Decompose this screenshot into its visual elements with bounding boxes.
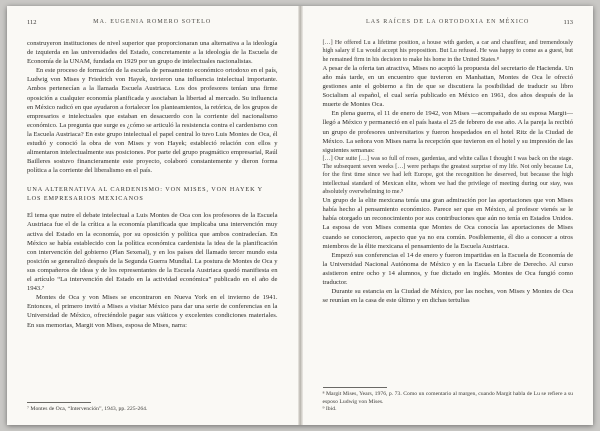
paragraph: A pesar de la oferta tan atractiva, Mises no aceptó la propuesta del secretario de Hacienda. Un año más tarde, en un encuentro que tuvieron en Manhattan, Montes de Oca le ofreció gestiones ante el gobierno a fin de que se discutiera la posibilidad de traducir su libro Socialism al español, el cual sería publicado en México en 1961, dos años después de la muerte de Montes Oca. <box>322 64 573 109</box>
footnote-rule <box>27 402 91 403</box>
page-right <box>303 6 594 425</box>
section-heading: UNA ALTERNATIVA AL CARDENISMO: VON MISES, VON HAYEK Y LOS EMPRESARIOS MEXICANOS <box>27 186 263 203</box>
footnote: ⁷ Montes de Oca, “Intervención”, 1943, pp. 225-264. <box>27 406 148 413</box>
paragraph: Empezó sus conferencias el 14 de enero y fueron impartidas en la Escuela de Economía de la Universidad Nacional Autónoma de México y en la Escuela Libre de Derecho. Al curso asistieron entre ocho y 14 alumnos, y fue dictado en inglés. Montes de Oca fungió como traductor. <box>322 251 573 287</box>
page-left <box>7 6 298 425</box>
footnotes-right <box>323 381 574 414</box>
block-quote: […] Our suite […] was so full of roses, gardenias, and white callas I thought I was back on the stage. The subsequent seven weeks […] were perhaps the greatest surprise of my life. Not only because Lu, for the first time since we had left Europe, got the recognition he deserved, but because the high intellectual standard of Mexican elite, whom we had the privilege of meeting during our stay, was absolutely overwhelming to me.⁹ <box>322 155 573 195</box>
page-number-right: 113 <box>563 19 573 26</box>
running-head-left <box>27 19 278 28</box>
footnote: ⁸ Margit Mises, Years, 1976, p. 73. Como un comentario al margen, cuando Margit habla de Lu se refiere a su esposo Ludwig von Mises. <box>322 390 573 405</box>
page-number-left: 112 <box>27 19 37 26</box>
footnote-rule <box>323 387 387 388</box>
paragraph: El tema que nutre el debate intelectual a Luis Montes de Oca con los profesores de la Escuela Austriaca fue el de la crítica a la economía planificada que implicaba una intervención muy activa del Estado en la economía, por su oposición y política que ambos contradecían. En México se había establecido con la política económica cardenista la idea de la planificación con intervención del gobierno (Plan Sexenal), y en los países del llamado tercer mundo esta posición se generalizó después de la Segunda Guerra Mundial. La postura de Montes de Oca y sus compañeros de ideas y de los representantes de la Escuela Austriaca quedó manifiesta en el artículo “La intervención del Estado en la actividad económica” publicado en el año de 1943.⁷ <box>27 212 278 293</box>
running-head-right <box>323 19 574 28</box>
page-body-left <box>27 39 278 330</box>
paragraph: En plena guerra, el 11 de enero de 1942, von Mises —acompañado de su esposa Margit— llegó a México y permaneció en el país hasta el 25 de febrero de ese año. A la pareja la recibió un grupo de profesores universitarios y fueron hospedados en el hotel Ritz de la Ciudad de México. La señora von Mises narra la recepción que tuvieron en el hotel y su impresión de las siguientes semanas: <box>322 110 573 154</box>
footnotes-left <box>27 396 278 414</box>
paragraph: En este proceso de formación de la escuela de pensamiento económico ortodoxo en el país, Ludwig von Mises y Friedrich von Hayek, tuvieron una influencia intelectual importante. Ambos pertenecían a la llamada Escuela Austriaca. Los dos profesores tenían una firme oposición a cualquier economía planificada y asociaban la libertad al mercado. Su influencia en México radicó en que ayudaron a fortalecer los planteamientos, la retórica, de los grupos de empresarios e intelectuales que estaban en desacuerdo con la corriente del nacionalismo económico. La pregunta que surge es ¿cómo se articuló la resistencia contra el cardenismo con la Escuela Austriaca? En este grupo intelectual el papel central lo tuvo Luis Montes de Oca, él estudió y conoció la obra de von Mises y von Hayek; estableció relación con ellos y alimentaron intelectualmente sus posiciones. Por parte del grupo pragmático empresarial, Raúl Bailleres sostuvo financieramente este proyecto, colaboró constantemente y dieron forma política a la corriente del liberalismo en el país. <box>27 67 278 175</box>
footnote: ⁹ Ibid. <box>322 406 337 413</box>
book-spread <box>7 6 593 425</box>
paragraph: Durante su estancia en la Ciudad de México, por las noches, von Mises y Montes de Oca se reunían en la casa de este último y en dichas tertulias <box>322 288 573 305</box>
page-body-right <box>323 39 574 305</box>
paragraph: Un grupo de la elite mexicana tenía una gran admiración por las aportaciones que von Mises había hecho al pensamiento económico. Parece ser que en México, al profesor vienés se le había otorgado un reconocimiento por sus contribuciones que aún no tenía en Estados Unidos. La esposa de von Mises comenta que Montes de Oca conocía las aportaciones de Mises cuando se conocieron, aspecto que ya no era común. Posiblemente, él dio a conocer a otros miembros de la élite mexicana el pensamiento de la Escuela Austriaca. <box>322 197 573 250</box>
running-title-left: MA. EUGENIA ROMERO SOTELO <box>93 19 212 25</box>
paragraph: Montes de Oca y von Mises se encontraron en Nueva York en el invierno de 1941. Entonces, el primero invitó a Mises a visitar México para dar una serie de conferencias en la Universidad de México, ofreciéndole pagar sus viáticos y excelentes condiciones materiales. En sus memorias, Margit von Mises, esposa de Mises, narra: <box>27 294 278 329</box>
running-title-right: LAS RAÍCES DE LA ORTODOXIA EN MÉXICO <box>366 19 530 25</box>
paragraph-continuation: construyeron instituciones de nivel superior que proporcionaran una alternativa a la ideología de izquierda en las universidades del Estado, concretamente a la ideología de la Escuela de Economía de la UNAM, fundada en 1929 por un grupo de intelectuales nacionalistas. <box>27 40 278 66</box>
block-quote: […] He offered Lu a lifetime position, a house with garden, a car and chauffeur, and tremendously high salary if Lu would accept his proposition. But Lu refused. He was happy to come as a guest, but he remained firm in his decision to make his home in the United States.⁸ <box>322 40 573 63</box>
